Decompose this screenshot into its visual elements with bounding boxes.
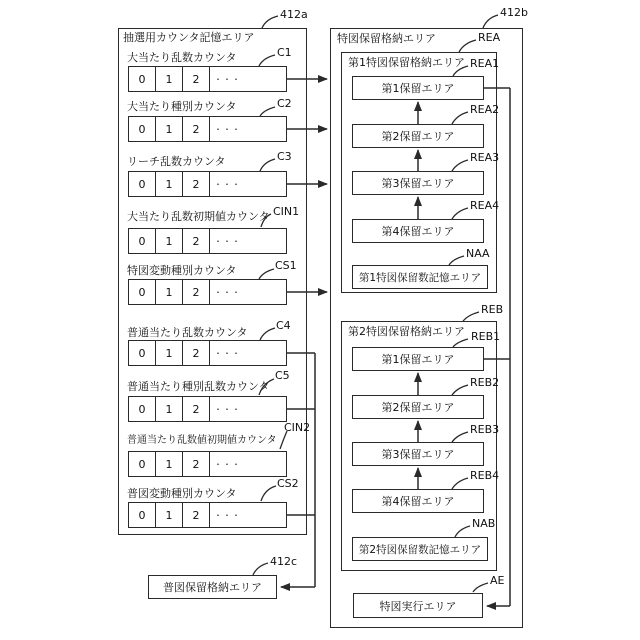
ref-label-reb3: REB3 xyxy=(470,423,500,436)
ref-label-reb4: REB4 xyxy=(470,469,500,482)
counter-box-cin1 xyxy=(128,228,287,254)
ref-label-cin1: CIN1 xyxy=(273,205,300,218)
counter-cell: 1 xyxy=(156,117,183,141)
group-rea-title: 第1特図保留格納エリア xyxy=(348,56,465,69)
counter-cell: 0 xyxy=(129,117,156,141)
counter-label-cs1: 特図変動種別カウンタ xyxy=(127,264,237,277)
count-memory-naa: 第1特図保留数記憶エリア xyxy=(352,265,488,289)
counter-box-c4 xyxy=(128,340,287,366)
hold-area-reb4: 第4保留エリア xyxy=(352,489,484,513)
ref-label-c3: C3 xyxy=(277,150,292,163)
ref-label-c5: C5 xyxy=(275,369,290,382)
counter-cell: 2 xyxy=(183,67,210,91)
ref-label-naa: NAA xyxy=(466,247,490,260)
counter-ellipsis: ・・・ xyxy=(214,510,241,520)
counter-cell: 2 xyxy=(183,117,210,141)
ref-label-rea3: REA3 xyxy=(470,151,500,164)
counter-label-c1: 大当たり乱数カウンタ xyxy=(127,51,237,64)
counter-ellipsis: ・・・ xyxy=(214,236,241,246)
ref-label-412c: 412c xyxy=(270,555,298,568)
counter-cell: 0 xyxy=(129,503,156,527)
group-reb-title: 第2特図保留格納エリア xyxy=(348,325,465,338)
counter-ellipsis: ・・・ xyxy=(214,404,241,414)
counter-cell: 1 xyxy=(156,280,183,304)
counter-label-c4: 普通当たり乱数カウンタ xyxy=(127,326,248,339)
hold-area-reb2: 第2保留エリア xyxy=(352,395,484,419)
counter-ellipsis: ・・・ xyxy=(214,459,241,469)
ref-label-cs2: CS2 xyxy=(277,477,299,490)
counter-label-c5: 普通当たり種別乱数カウンタ xyxy=(127,380,270,393)
counter-cell: 1 xyxy=(156,397,183,421)
counter-cell: 1 xyxy=(156,452,183,476)
counter-box-c1 xyxy=(128,66,287,92)
counter-ellipsis: ・・・ xyxy=(214,74,241,84)
hold-area-reb1: 第1保留エリア xyxy=(352,347,484,371)
ref-label-reb2: REB2 xyxy=(470,376,500,389)
counter-box-c5 xyxy=(128,396,287,422)
count-memory-nab: 第2特図保留数記憶エリア xyxy=(352,537,488,561)
counter-cell: 2 xyxy=(183,172,210,196)
counter-label-cin1: 大当たり乱数初期値カウンタ xyxy=(127,210,270,223)
counter-cell: 2 xyxy=(183,341,210,365)
execution-area-box: 特図実行エリア xyxy=(353,593,483,618)
counter-ellipsis: ・・・ xyxy=(214,287,241,297)
counter-cell: 0 xyxy=(129,397,156,421)
counter-cell: 1 xyxy=(156,229,183,253)
counter-cell: 0 xyxy=(129,341,156,365)
left-panel-title: 抽選用カウンタ記憶エリア xyxy=(123,31,255,44)
ref-label-c2: C2 xyxy=(277,97,292,110)
counter-label-c3: リーチ乱数カウンタ xyxy=(127,155,226,168)
counter-cell: 0 xyxy=(129,67,156,91)
normal-hold-storage-box: 普図保留格納エリア xyxy=(148,575,277,599)
counter-cell: 2 xyxy=(183,229,210,253)
counter-cell: 0 xyxy=(129,280,156,304)
hold-area-rea1: 第1保留エリア xyxy=(352,76,484,100)
counter-cell: 0 xyxy=(129,229,156,253)
ref-label-nab: NAB xyxy=(472,517,496,530)
counter-cell: 1 xyxy=(156,67,183,91)
counter-box-cs1 xyxy=(128,279,287,305)
counter-ellipsis: ・・・ xyxy=(214,348,241,358)
ref-label-rea4: REA4 xyxy=(470,199,500,212)
counter-box-c3 xyxy=(128,171,287,197)
counter-cell: 2 xyxy=(183,397,210,421)
counter-label-c2: 大当たり種別カウンタ xyxy=(127,100,237,113)
hold-area-reb3: 第3保留エリア xyxy=(352,442,484,466)
right-panel-title: 特図保留格納エリア xyxy=(337,32,436,45)
ref-label-rea: REA xyxy=(478,31,501,44)
counter-box-c2 xyxy=(128,116,287,142)
counter-cell: 2 xyxy=(183,452,210,476)
hold-area-rea3: 第3保留エリア xyxy=(352,171,484,195)
hold-area-rea2: 第2保留エリア xyxy=(352,124,484,148)
ref-label-rea1: REA1 xyxy=(470,57,500,70)
counter-ellipsis: ・・・ xyxy=(214,179,241,189)
counter-cell: 2 xyxy=(183,280,210,304)
ref-label-412a: 412a xyxy=(280,8,308,21)
counter-cell: 0 xyxy=(129,172,156,196)
counter-cell: 0 xyxy=(129,452,156,476)
ref-label-reb1: REB1 xyxy=(471,330,501,343)
ref-label-reb: REB xyxy=(481,303,504,316)
counter-ellipsis: ・・・ xyxy=(214,124,241,134)
counter-cell: 1 xyxy=(156,503,183,527)
counter-box-cin2 xyxy=(128,451,287,477)
counter-cell: 1 xyxy=(156,172,183,196)
hold-area-rea4: 第4保留エリア xyxy=(352,219,484,243)
ref-label-c4: C4 xyxy=(276,319,291,332)
ref-label-412b: 412b xyxy=(500,6,528,19)
counter-cell: 1 xyxy=(156,341,183,365)
ref-label-c1: C1 xyxy=(277,46,292,59)
counter-label-cin2: 普通当たり乱数値初期値カウンタ xyxy=(127,435,277,446)
ref-label-ae: AE xyxy=(490,574,505,587)
counter-label-cs2: 普図変動種別カウンタ xyxy=(127,487,237,500)
ref-label-cin2: CIN2 xyxy=(284,421,311,434)
counter-box-cs2 xyxy=(128,502,287,528)
ref-label-rea2: REA2 xyxy=(470,103,500,116)
ref-label-cs1: CS1 xyxy=(275,259,297,272)
counter-cell: 2 xyxy=(183,503,210,527)
